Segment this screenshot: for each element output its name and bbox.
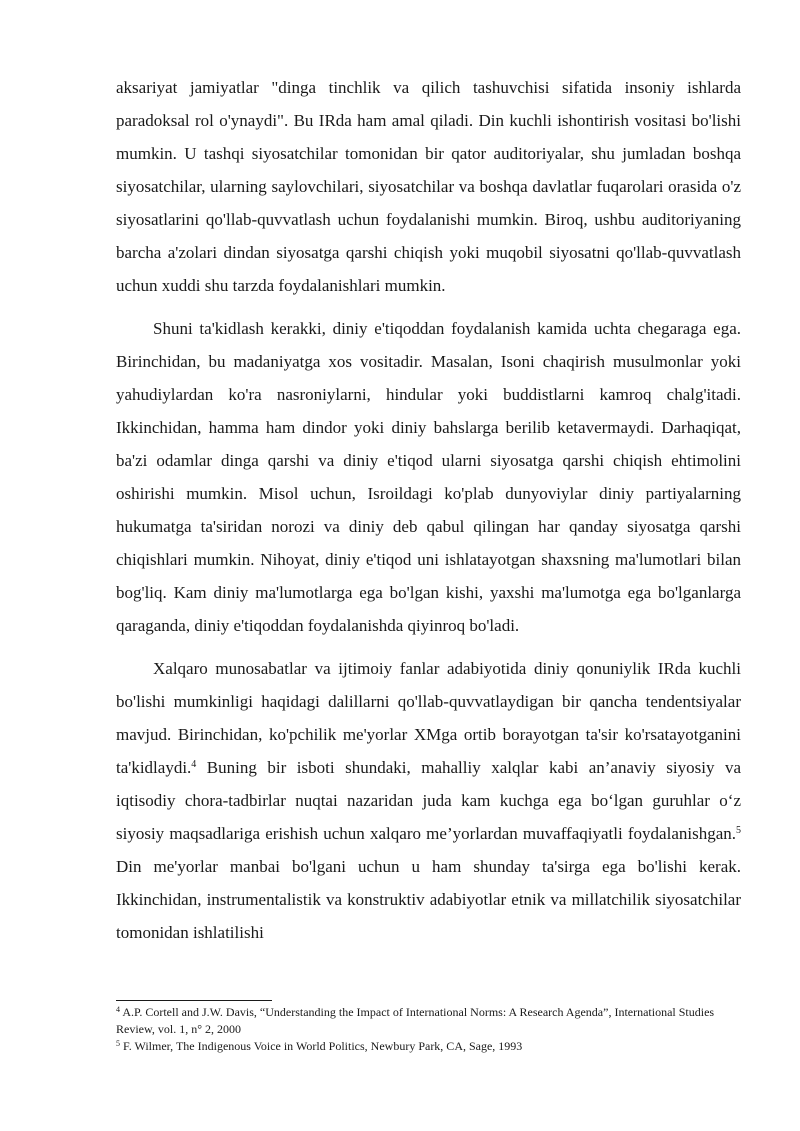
footnote-text: F. Wilmer, The Indigenous Voice in World Politics, Newbury Park, CA, Sage, 1993 (120, 1039, 523, 1053)
paragraph-text: Buning bir isboti shundaki, mahalliy xalqlar kabi an’anaviy siyosiy va iqtisodiy chora-tadbirlar nuqtai nazaridan juda kam kuchga ega bo‘lgan guruhlar o‘z siyosiy maqsadlariga erishish uchun xalqaro me’yorlardan muvaffaqiyatli foydalanishgan. (116, 758, 741, 843)
footnote-item (116, 1038, 741, 1055)
footnote-text: A.P. Cortell and J.W. Davis, “Understanding the Impact of International Norms: A Research Agenda”, International Studies Review, vol. 1, n° 2, 2000 (116, 1005, 715, 1036)
footnote-separator (116, 1000, 272, 1001)
paragraph-text: Din me'yorlar manbai bo'lgani uchun u ham shunday ta'sirga ega bo'lishi kerak. Ikkinchidan, instrumentalistik va konstruktiv adabiyotlar etnik va millatchilik siyosatchilar tomonidan ishlatilishi (116, 857, 741, 942)
body-text (116, 71, 741, 959)
body-paragraph (116, 652, 741, 949)
paragraph-text: Xalqaro munosabatlar va ijtimoiy fanlar adabiyotida diniy qonuniylik IRda kuchli bo'lishi mumkinligi haqidagi dalillarni qo'llab-quvvatlaydigan bir qancha tendentsiyalar mavjud. Birinchidan, ko'pchilik me'yorlar XMga ortib borayotgan ta'sir ko'rsatayotganini ta'kidlaydi. (116, 659, 741, 777)
footnote-reference[interactable]: 5 (736, 825, 741, 836)
paragraph-text: Shuni ta'kidlash kerakki, diniy e'tiqoddan foydalanish kamida uchta chegaraga ega. Birinchidan, bu madaniyatga xos vositadir. Masalan, Isoni chaqirish musulmonlar yoki yahudiylardan ko'ra nasroniylarni, hindular yoki buddistlarni kamroq chalg'itadi. Ikkinchidan, hamma ham dindor yoki diniy bahslarga berilib ketavermaydi. Darhaqiqat, ba'zi odamlar dinga qarshi va diniy e'tiqod ularni siyosatga qarshi chiqish ehtimolini oshirishi mumkin. Misol uchun, Isroildagi ko'plab dunyoviylar diniy partiyalarning hukumatga ta'siridan norozi va diniy deb qabul qilingan har qanday siyosatga qarshi chiqishlari mumkin. Nihoyat, diniy e'tiqod uni ishlatayotgan shaxsning ma'lumotlari bilan bog'liq. Kam diniy ma'lumotlarga ega bo'lgan kishi, yaxshi ma'lumotga ega bo'lganlarga qaraganda, diniy e'tiqoddan foydalanishda qiyinroq bo'ladi. (116, 319, 741, 635)
footnote-number: 5 (116, 1039, 120, 1048)
footnotes (116, 1004, 741, 1055)
footnote-number: 4 (116, 1005, 120, 1014)
body-paragraph (116, 71, 741, 302)
footnote-item (116, 1004, 741, 1038)
paragraph-text: aksariyat jamiyatlar "dinga tinchlik va qilich tashuvchisi sifatida insoniy ishlarda paradoksal rol o'ynaydi". Bu IRda ham amal qiladi. Din kuchli ishontirish vositasi bo'lishi mumkin. U tashqi siyosatchilar tomonidan bir qator auditoriyalar, shu jumladan boshqa siyosatchilar, ularning saylovchilari, siyosatchilar va boshqa davlatlar fuqarolari orasida o'z siyosatlarini qo'llab-quvvatlash uchun foydalanishi mumkin. Biroq, ushbu auditoriyaning barcha a'zolari dindan siyosatga qarshi chiqish yoki muqobil siyosatni qo'llab-quvvatlash uchun xuddi shu tarzda foydalanishlari mumkin. (116, 78, 741, 295)
body-paragraph (116, 312, 741, 642)
footnote-reference[interactable]: 4 (191, 759, 197, 770)
